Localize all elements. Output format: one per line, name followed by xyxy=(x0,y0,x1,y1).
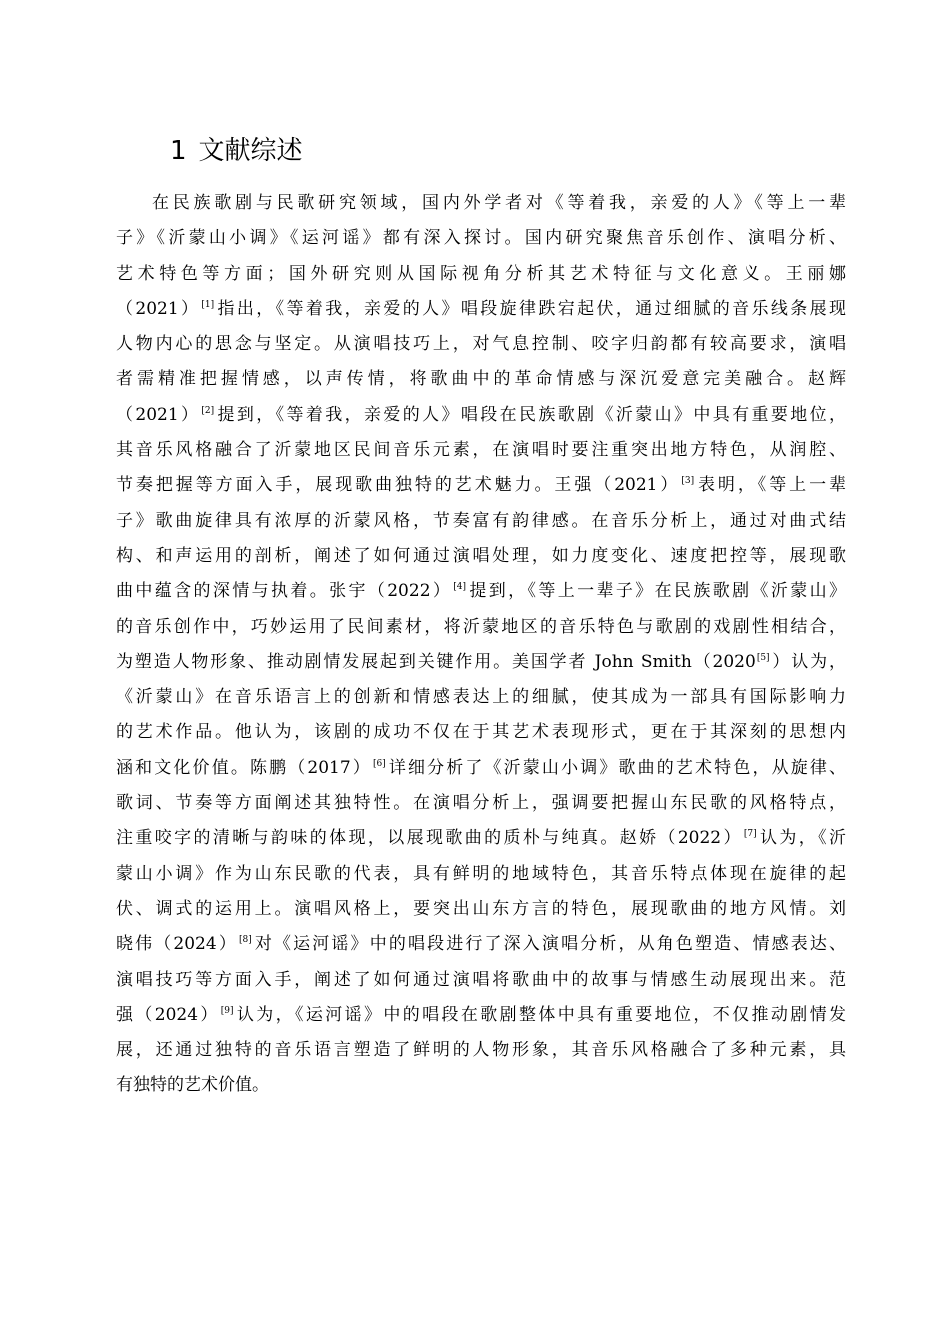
line-text: 的音乐创作中，巧妙运用了民间素材，将沂蒙地区的音乐特色与歌剧的戏剧性相结合， xyxy=(116,616,846,637)
paragraph-line xyxy=(116,504,846,539)
line-text: （2021） xyxy=(116,298,201,319)
line-text: 提到，《等着我，亲爱的人》唱段在民族歌剧《沂蒙山》中具有重要地位， xyxy=(215,404,846,425)
paragraph-line xyxy=(116,645,846,680)
paragraph-line xyxy=(116,857,846,892)
line-text: 认为，《运河谣》中的唱段在歌剧整体中具有重要地位，不仅推动剧情发 xyxy=(234,1004,847,1025)
line-text: 艺术特色等方面；国外研究则从国际视角分析其艺术特征与文化意义。王丽娜 xyxy=(116,263,846,284)
line-text: 歌词、节奏等方面阐述其独特性。在演唱分析上，强调要把握山东民歌的风格特点， xyxy=(116,793,846,814)
citation-reference: [4] xyxy=(453,582,467,593)
paragraph-line xyxy=(116,433,846,468)
line-text: 晓伟（2024） xyxy=(116,934,238,955)
paragraph-line xyxy=(116,539,846,574)
line-text: 详细分析了《沂蒙山小调》歌曲的艺术特色，从旋律、 xyxy=(386,757,847,778)
citation-reference: [9] xyxy=(220,1005,234,1016)
line-text: 指出，《等着我，亲爱的人》唱段旋律跌宕起伏，通过细腻的音乐线条展现 xyxy=(215,298,846,319)
paragraph-line xyxy=(116,468,846,503)
paragraph-line xyxy=(116,292,846,327)
paragraph-line xyxy=(116,1033,846,1068)
line-text: 认为，《沂 xyxy=(757,828,846,849)
line-text: 有独特的艺术价值。 xyxy=(116,1075,269,1096)
line-text: 蒙山小调》作为山东民歌的代表，具有鲜明的地域特色，其音乐特点体现在旋律的起 xyxy=(116,863,846,884)
citation-reference: [7] xyxy=(743,829,757,840)
line-text: 《沂蒙山》在音乐语言上的创新和情感表达上的细腻，使其成为一部具有国际影响力 xyxy=(116,687,846,708)
line-text: 演唱技巧等方面入手，阐述了如何通过演唱将歌曲中的故事与情感生动展现出来。范 xyxy=(116,969,846,990)
line-text: 在民族歌剧与民歌研究领域，国内外学者对《等着我，亲爱的人》《等上一辈 xyxy=(152,193,846,213)
line-text: 提到，《等上一辈子》在民族歌剧《沂蒙山》 xyxy=(467,581,847,602)
line-text: 涵和文化价值。陈鹏（2017） xyxy=(116,757,372,778)
section-title: 文献综述 xyxy=(198,136,303,166)
paragraph-line xyxy=(116,963,846,998)
literature-review-paragraph xyxy=(116,186,846,1104)
paragraph-line xyxy=(116,362,846,397)
citation-reference: [3] xyxy=(681,476,695,487)
paragraph-line xyxy=(116,821,846,856)
paragraph-line xyxy=(116,715,846,750)
paragraph-line xyxy=(116,927,846,962)
line-text: 子》歌曲旋律具有浓厚的沂蒙风格，节奏富有韵律感。在音乐分析上，通过对曲式结 xyxy=(116,510,846,531)
line-text: 的艺术作品。他认为，该剧的成功不仅在于其艺术表现形式，更在于其深刻的思想内 xyxy=(116,722,846,743)
section-heading xyxy=(170,133,303,169)
line-text: 为塑造人物形象、推动剧情发展起到关键作用。美国学者 John Smith（2020 xyxy=(116,651,756,672)
line-text: 子》《沂蒙山小调》《运河谣》都有深入探讨。国内研究聚焦音乐创作、演唱分析、 xyxy=(116,228,846,249)
citation-reference: [1] xyxy=(201,299,215,310)
line-text: （2021） xyxy=(116,404,201,425)
paragraph-line xyxy=(116,221,846,256)
paragraph-line xyxy=(116,398,846,433)
citation-reference: [2] xyxy=(201,405,215,416)
paragraph-line xyxy=(116,1068,846,1103)
line-text: 对《运河谣》中的唱段进行了深入演唱分析，从角色塑造、情感表达、 xyxy=(252,934,847,955)
paragraph-line xyxy=(116,998,846,1033)
paragraph-line xyxy=(116,574,846,609)
paragraph-line xyxy=(116,680,846,715)
line-text: 构、和声运用的剖析，阐述了如何通过演唱处理，如力度变化、速度把控等，展现歌 xyxy=(116,545,846,566)
section-number: 1 xyxy=(170,136,187,166)
line-text: 表明，《等上一辈 xyxy=(695,475,847,496)
line-text: 伏、调式的运用上。演唱风格上，要突出山东方言的特色，展现歌曲的地方风情。刘 xyxy=(116,898,846,919)
line-text: ）认为， xyxy=(770,651,846,672)
paragraph-line xyxy=(116,786,846,821)
line-text: 其音乐风格融合了沂蒙地区民间音乐元素，在演唱时要注重突出地方特色，从润腔、 xyxy=(116,440,846,461)
paragraph-line xyxy=(116,327,846,362)
line-text: 人物内心的思念与坚定。从演唱技巧上，对气息控制、咬字归韵都有较高要求，演唱 xyxy=(116,334,846,355)
line-text: 展，还通过独特的音乐语言塑造了鲜明的人物形象，其音乐风格融合了多种元素，具 xyxy=(116,1040,846,1061)
line-text: 曲中蕴含的深情与执着。张宇（2022） xyxy=(116,581,453,602)
paragraph-line xyxy=(116,892,846,927)
paragraph-line xyxy=(116,751,846,786)
paragraph-line xyxy=(116,257,846,292)
line-text: 注重咬字的清晰与韵味的体现，以展现歌曲的质朴与纯真。赵娇（2022） xyxy=(116,828,743,849)
citation-reference: [6] xyxy=(372,758,386,769)
paragraph-line xyxy=(116,186,846,221)
line-text: 节奏把握等方面入手，展现歌曲独特的艺术魅力。王强（2021） xyxy=(116,475,681,496)
line-text: 强（2024） xyxy=(116,1004,220,1025)
citation-reference: [5] xyxy=(756,652,770,663)
paragraph-line xyxy=(116,610,846,645)
citation-reference: [8] xyxy=(238,935,252,946)
line-text: 者需精准把握情感，以声传情，将歌曲中的革命情感与深沉爱意完美融合。赵辉 xyxy=(116,369,846,390)
